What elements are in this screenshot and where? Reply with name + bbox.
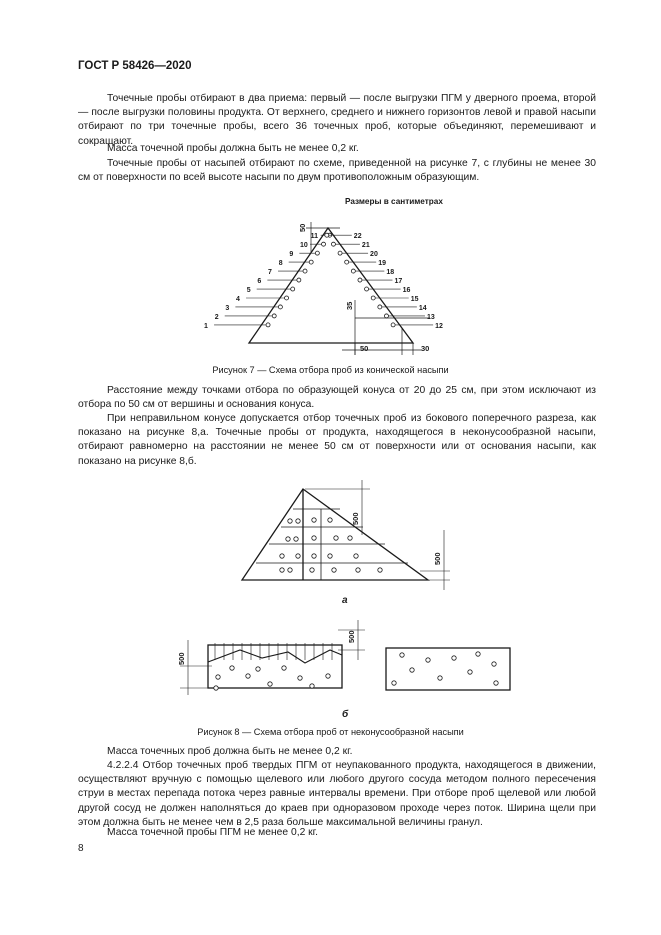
sample-point — [476, 652, 480, 656]
sample-point — [494, 681, 498, 685]
sample-point — [332, 568, 336, 572]
sample-point — [326, 674, 330, 678]
sample-point — [351, 269, 355, 273]
sample-point — [310, 684, 314, 688]
dim-8b-left: 500 — [177, 652, 186, 665]
paragraph: Точечные пробы от насыпей отбирают по схеме, приведенной на рисунке 7, с глубины не менее 30 см от поверхности по всей высоте насыпи по двум противоположным образующим. — [78, 158, 596, 184]
sample-point — [492, 662, 496, 666]
sample-point — [438, 676, 442, 680]
sample-point — [246, 674, 250, 678]
paragraph: Расстояние между точками отбора по образующей конуса от 20 до 25 см, при этом исключают из отбора по 50 см от вершины и основания конуса. — [78, 385, 596, 411]
sample-point — [334, 536, 338, 540]
sample-point — [291, 287, 295, 291]
sample-point — [378, 568, 382, 572]
dim-bottom-right-label: 30 — [421, 344, 430, 353]
sample-point — [468, 670, 472, 674]
sample-point — [280, 554, 284, 558]
point-label-left: 5 — [246, 287, 251, 295]
point-label-right: 20 — [370, 251, 378, 259]
figure-8b-left-outline — [208, 645, 342, 688]
dim-8a-top: 500 — [351, 512, 360, 525]
sample-point — [338, 251, 342, 255]
sample-point — [312, 536, 316, 540]
sample-point — [282, 666, 286, 670]
sample-point — [410, 668, 414, 672]
figure-8-caption: Рисунок 8 — Схема отбора проб от неконусообразной насыпи — [197, 727, 464, 737]
sample-point — [391, 323, 395, 327]
dim-8a-side: 500 — [433, 552, 442, 565]
sample-point — [298, 676, 302, 680]
point-label-left: 7 — [268, 269, 272, 277]
figure-8a-label: а — [342, 595, 348, 606]
sample-point — [328, 554, 332, 558]
sample-point — [256, 667, 260, 671]
figure-8b-surface — [208, 650, 342, 663]
sample-point — [309, 260, 313, 264]
point-label-left: 4 — [236, 295, 240, 303]
sample-point — [230, 666, 234, 670]
sample-point — [280, 568, 284, 572]
sample-point — [288, 519, 292, 523]
point-label-left: 2 — [214, 313, 219, 321]
paragraph: При неправильном конусе допускается отбор точечных проб из бокового поперечного разреза, как показано на рисунке 8,а. Точечные пробы от продукта, находящегося в неконусообразной насыпи, отбирают равномерно на расстоянии не менее 50 см от поверхности или от основания насыпи, как показано на рисунке 8,б. — [78, 413, 596, 467]
point-label-left: 3 — [225, 304, 230, 312]
sample-point — [288, 568, 292, 572]
sample-point — [328, 233, 332, 237]
dimensions-note: Размеры в сантиметрах — [345, 197, 443, 206]
figure-8b-arrows — [215, 643, 332, 660]
figure-8a-outline — [242, 489, 428, 580]
figure-8b-right-outline — [386, 648, 510, 690]
paragraph: Масса точечных проб должна быть не менее 0,2 кг. — [107, 746, 353, 757]
cone-outline — [246, 228, 413, 343]
sample-point — [331, 242, 335, 246]
figure-8b-label: б — [342, 709, 349, 720]
sample-point — [278, 305, 282, 309]
point-label-right: 16 — [402, 287, 411, 295]
paragraph: Масса точечной пробы должна быть не менее 0,2 кг. — [107, 143, 359, 154]
sample-point — [452, 656, 456, 660]
sample-point — [371, 296, 375, 300]
point-label-left: 11 — [310, 233, 319, 241]
sample-point — [365, 287, 369, 291]
dim-bottom-left-label: 50 — [360, 344, 369, 353]
point-label-left: 9 — [289, 251, 294, 259]
sample-point — [315, 251, 319, 255]
point-label-left: 8 — [278, 260, 283, 268]
sample-point — [216, 675, 220, 679]
page-number: 8 — [78, 843, 84, 854]
paragraph: Масса точечной пробы ПГМ не менее 0,2 кг. — [107, 827, 319, 838]
sample-point — [358, 278, 362, 282]
sample-point — [325, 233, 329, 237]
sample-point — [378, 305, 382, 309]
sample-point — [268, 682, 272, 686]
sample-point — [303, 269, 307, 273]
point-label-left: 6 — [257, 278, 262, 286]
sample-point — [286, 537, 290, 541]
point-label-right: 22 — [353, 233, 362, 241]
point-label-right: 21 — [361, 242, 370, 250]
paragraph: Точечные пробы отбирают в два приема: первый — после выгрузки ПГМ у дверного проема, второй — после выгрузки половины продукта. От верхнего, среднего и нижнего горизонтов левой и правой насыпи отбирают по три точечные пробы, всего 36 точечных проб, которые объединяют, перемешивают и сокращают. — [78, 93, 596, 147]
point-label-left: 10 — [300, 242, 308, 250]
sample-point — [310, 568, 314, 572]
figure-8a-dimensions — [305, 480, 450, 590]
sample-point — [297, 278, 301, 282]
sample-point — [392, 681, 396, 685]
point-label-right: 12 — [435, 322, 443, 330]
sample-point — [384, 314, 388, 318]
sample-point — [400, 653, 404, 657]
sample-point — [272, 314, 276, 318]
sample-point — [296, 554, 300, 558]
sample-point — [294, 537, 298, 541]
figure-7-caption: Рисунок 7 — Схема отбора проб из конической насыпи — [212, 365, 449, 375]
dim-side-label: 35 — [345, 301, 354, 310]
sample-point — [214, 686, 218, 690]
paragraph: 4.2.2.4 Отбор точечных проб твердых ПГМ от неупакованного продукта, находящегося в движении, осуществляют вручную с помощью щелевого или любого другого сосуда методом полного пересечения струи в местах перепада потока через равные интервалы времени. При отборе проб щелевой или любой другой сосуд не должен наполняться до краев при одноразовом проходе через поток. Ширина щели при этом должна быть не менее чем в 2,5 раза больше максимальной величины гранул. — [78, 760, 596, 828]
dimension-lines — [306, 222, 430, 355]
point-label-right: 19 — [378, 260, 386, 268]
point-label-right: 17 — [394, 278, 403, 286]
figure-8a-layers — [256, 509, 408, 580]
point-label-left: 1 — [204, 322, 208, 330]
sample-point — [312, 518, 316, 522]
dim-8b-right: 500 — [347, 630, 356, 643]
point-label-right: 14 — [418, 304, 427, 312]
sample-point — [312, 554, 316, 558]
sample-point — [266, 323, 270, 327]
dim-top-label: 50 — [298, 223, 307, 232]
sample-point — [328, 518, 332, 522]
sample-point — [296, 519, 300, 523]
sample-point — [285, 296, 289, 300]
point-label-right: 13 — [426, 313, 435, 321]
sample-point — [322, 242, 326, 246]
document-header: ГОСТ Р 58426—2020 — [78, 60, 192, 72]
sample-point — [354, 554, 358, 558]
sample-point — [356, 568, 360, 572]
sample-point — [348, 536, 352, 540]
figure-8b-dims — [180, 620, 365, 695]
point-label-right: 18 — [386, 269, 395, 277]
sample-point — [426, 658, 430, 662]
sample-point — [345, 260, 349, 264]
point-label-right: 15 — [410, 295, 419, 303]
